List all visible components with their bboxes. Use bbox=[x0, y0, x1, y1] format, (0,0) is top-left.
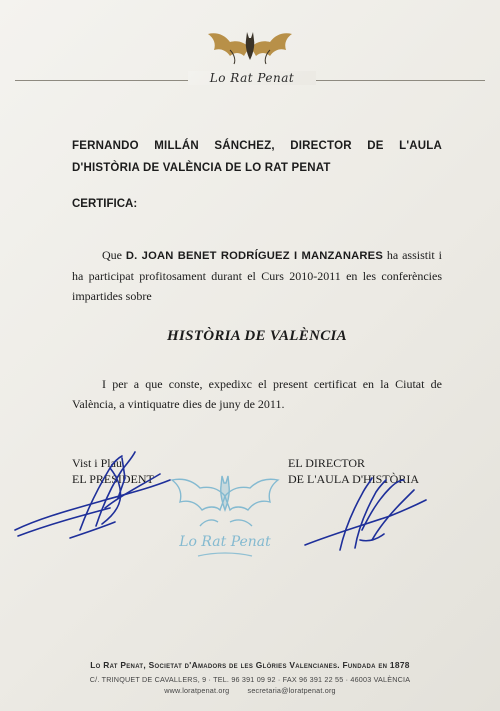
heading-line-2: D'HISTÒRIA DE VALÈNCIA DE LO RAT PENAT bbox=[72, 162, 331, 174]
paragraph-prefix: Que bbox=[102, 248, 126, 262]
bat-logo-icon bbox=[200, 20, 300, 98]
footer-address: C/. TRINQUET DE CAVALLERS, 9 · TEL. 96 391 09 92 · FAX 96 391 22 55 · 46003 VALÈNCIA bbox=[89, 675, 411, 684]
footer-org-name: Lo Rat Penat bbox=[90, 660, 144, 670]
header-logo-text: Lo Rat Penat bbox=[188, 71, 316, 85]
president-label-line-2: EL PRESIDENT bbox=[72, 472, 154, 486]
president-signature bbox=[10, 438, 180, 548]
footer-contact bbox=[20, 686, 480, 695]
paragraph-suffix: ha assistit i ha participat profitosament durant el Curs 2010-2011 en les conferències impartides sobre bbox=[72, 248, 442, 303]
society-stamp bbox=[160, 470, 290, 570]
footer-email-link[interactable]: secretaria@loratpenat.org bbox=[247, 686, 336, 695]
footer-organization-line bbox=[20, 660, 480, 670]
heading-line-1: FERNANDO MILLÁN SÁNCHEZ, DIRECTOR DE L'AULA bbox=[72, 140, 442, 152]
stamp-text: Lo Rat Penat bbox=[179, 534, 271, 550]
director-label-line-2: DE L'AULA D'HISTÒRIA bbox=[288, 472, 419, 486]
president-label-line-1: Vist i Plau, bbox=[72, 456, 125, 470]
footer-website-link[interactable]: www.loratpenat.org bbox=[164, 686, 230, 695]
course-subject: HISTÒRIA DE VALÈNCIA bbox=[167, 328, 347, 344]
director-signature bbox=[300, 470, 430, 560]
certifica-label: CERTIFICA: bbox=[72, 198, 138, 210]
director-label-line-1: EL DIRECTOR bbox=[288, 456, 365, 470]
footer-org-description: , Societat d'Amadors de les Glòries Valencianes. Fundada en 1878 bbox=[143, 660, 410, 670]
recipient-name: D. JOAN BENET RODRÍGUEZ I MANZANARES bbox=[125, 250, 383, 262]
attendance-paragraph bbox=[72, 245, 442, 306]
certificate-heading bbox=[72, 135, 442, 179]
issuance-paragraph: I per a que conste, expedixc el present certificat en la Ciutat de València, a vintiquatre dies de juny de 2011. bbox=[72, 377, 442, 411]
